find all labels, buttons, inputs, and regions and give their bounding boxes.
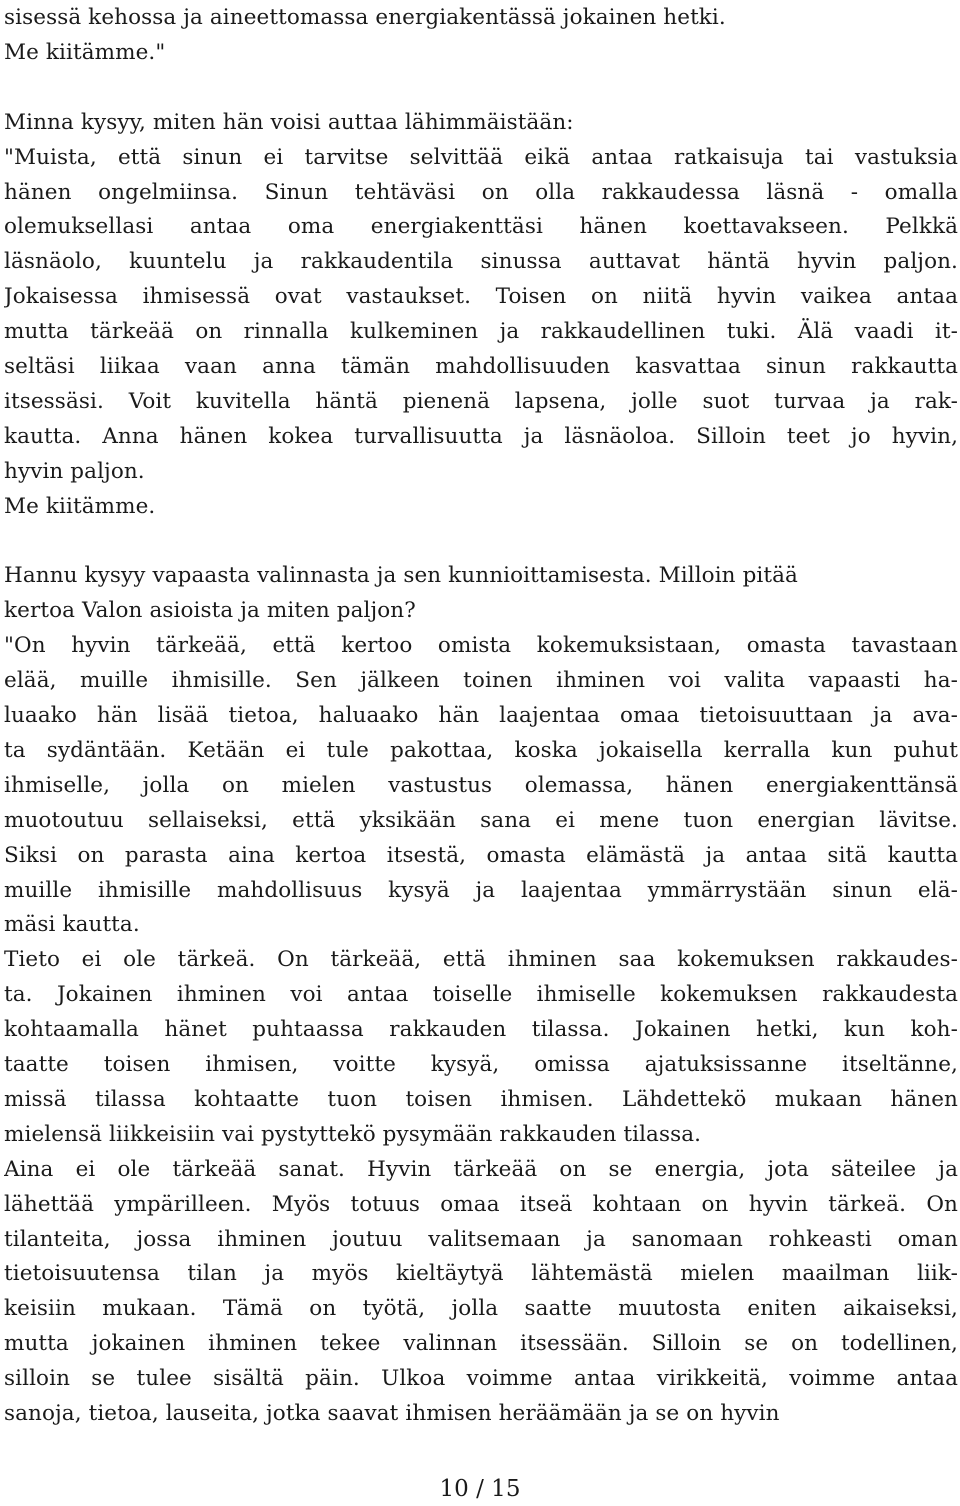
- text-line: mutta jokainen ihminen tekee valinnan itsessään. Silloin se on todellinen,: [4, 1331, 958, 1357]
- text-line: missä tilassa kohtaatte tuon toisen ihmisen. Lähdettekö mukaan hänen: [4, 1086, 958, 1112]
- text-line: ihmiselle, jolla on mielen vastustus olemassa, hänen energiakenttänsä: [4, 772, 958, 798]
- text-line: muille ihmisille mahdollisuus kysyä ja laajentaa ymmärrystään sinun elä-: [4, 877, 958, 903]
- text-line: mutta tärkeää on rinnalla kulkeminen ja rakkaudellinen tuki. Älä vaadi it-: [4, 319, 958, 345]
- text-line: Tieto ei ole tärkeä. On tärkeää, että ihminen saa kokemuksen rakkaudes-: [4, 947, 958, 973]
- text-line: hyvin paljon.: [4, 458, 145, 484]
- text-line: seltäsi liikaa vaan anna tämän mahdollisuuden kasvattaa sinun rakkautta: [4, 354, 958, 379]
- text-line: kertoa Valon asioista ja miten paljon?: [4, 598, 416, 624]
- text-line: muotoutuu sellaiseksi, että yksikään sana ei mene tuon energian lävitse.: [4, 807, 958, 833]
- page-number: 10 / 15: [439, 1476, 521, 1502]
- text-line: Jokaisessa ihmisessä ovat vastaukset. Toisen on niitä hyvin vaikea antaa: [4, 284, 958, 310]
- text-line: kohtaamalla hänet puhtaassa rakkauden tilassa. Jokainen hetki, kun koh-: [4, 1017, 958, 1043]
- text-line: Me kiitämme.": [4, 39, 166, 65]
- text-line: hänen ongelmiinsa. Sinun tehtäväsi on olla rakkaudessa läsnä - omalla: [4, 179, 958, 205]
- text-line: "On hyvin tärkeää, että kertoo omista kokemuksistaan, omasta tavastaan: [4, 633, 958, 659]
- text-line: Siksi on parasta aina kertoa itsestä, omasta elämästä ja antaa sitä kautta: [4, 842, 958, 868]
- text-line: Hannu kysyy vapaasta valinnasta ja sen kunnioittamisesta. Milloin pitää: [4, 563, 798, 589]
- text-line: kautta. Anna hänen kokea turvallisuutta ja läsnäoloa. Silloin teet jo hyvin,: [4, 423, 958, 449]
- text-line: luaako hän lisää tietoa, haluaako hän laajentaa omaa tietoisuuttaan ja ava-: [4, 703, 958, 728]
- text-line: ta sydäntään. Ketään ei tule pakottaa, koska jokaisella kerralla kun puhut: [4, 737, 958, 763]
- text-line: ta. Jokainen ihminen voi antaa toiselle ihmiselle kokemuksen rakkaudesta: [4, 982, 958, 1008]
- text-line: elää, muille ihmisille. Sen jälkeen toinen ihminen voi valita vapaasti ha-: [4, 668, 958, 694]
- text-line: Minna kysyy, miten hän voisi auttaa lähimmäistään:: [4, 109, 574, 135]
- text-line: silloin se tulee sisältä päin. Ulkoa voimme antaa virikkeitä, voimme antaa: [4, 1366, 958, 1392]
- text-line: lähettää ympärilleen. Myös totuus omaa itseä kohtaan on hyvin tärkeä. On: [4, 1191, 958, 1217]
- text-line: tietoisuutensa tilan ja myös kieltäytyä lähtemästä mielen maailman liik-: [4, 1261, 958, 1287]
- text-line: itsessäsi. Voit kuvitella häntä pienenä lapsena, jolle suot turvaa ja rak-: [4, 388, 958, 414]
- text-line: mäsi kautta.: [4, 912, 140, 938]
- text-line: Me kiitämme.: [4, 493, 156, 519]
- text-line: Aina ei ole tärkeää sanat. Hyvin tärkeää on se energia, jota säteilee ja: [4, 1156, 958, 1182]
- text-line: tilanteita, jossa ihminen joutuu valitsemaan ja sanomaan rohkeasti oman: [4, 1226, 958, 1252]
- text-line: "Muista, että sinun ei tarvitse selvittää eikä antaa ratkaisuja tai vastuksia: [4, 144, 958, 170]
- text-line: keisiin mukaan. Tämä on työtä, jolla saatte muutosta eniten aikaiseksi,: [4, 1296, 958, 1322]
- text-line: mielensä liikkeisiin vai pystyttekö pysymään rakkauden tilassa.: [4, 1121, 702, 1147]
- blank-line: [4, 524, 958, 559]
- text-line: sisessä kehossa ja aineettomassa energiakentässä jokainen hetki.: [4, 5, 726, 30]
- text-line: taatte toisen ihmisen, voitte kysyä, omissa ajatuksissanne itseltänne,: [4, 1052, 958, 1077]
- blank-line: [4, 70, 958, 105]
- text-line: läsnäolo, kuuntelu ja rakkaudentila sinussa auttavat häntä hyvin paljon.: [4, 249, 958, 275]
- text-line: olemuksellasi antaa oma energiakenttäsi hänen koettavakseen. Pelkkä: [4, 214, 958, 240]
- text-line: sanoja, tietoa, lauseita, jotka saavat ihmisen heräämään ja se on hyvin: [4, 1401, 780, 1426]
